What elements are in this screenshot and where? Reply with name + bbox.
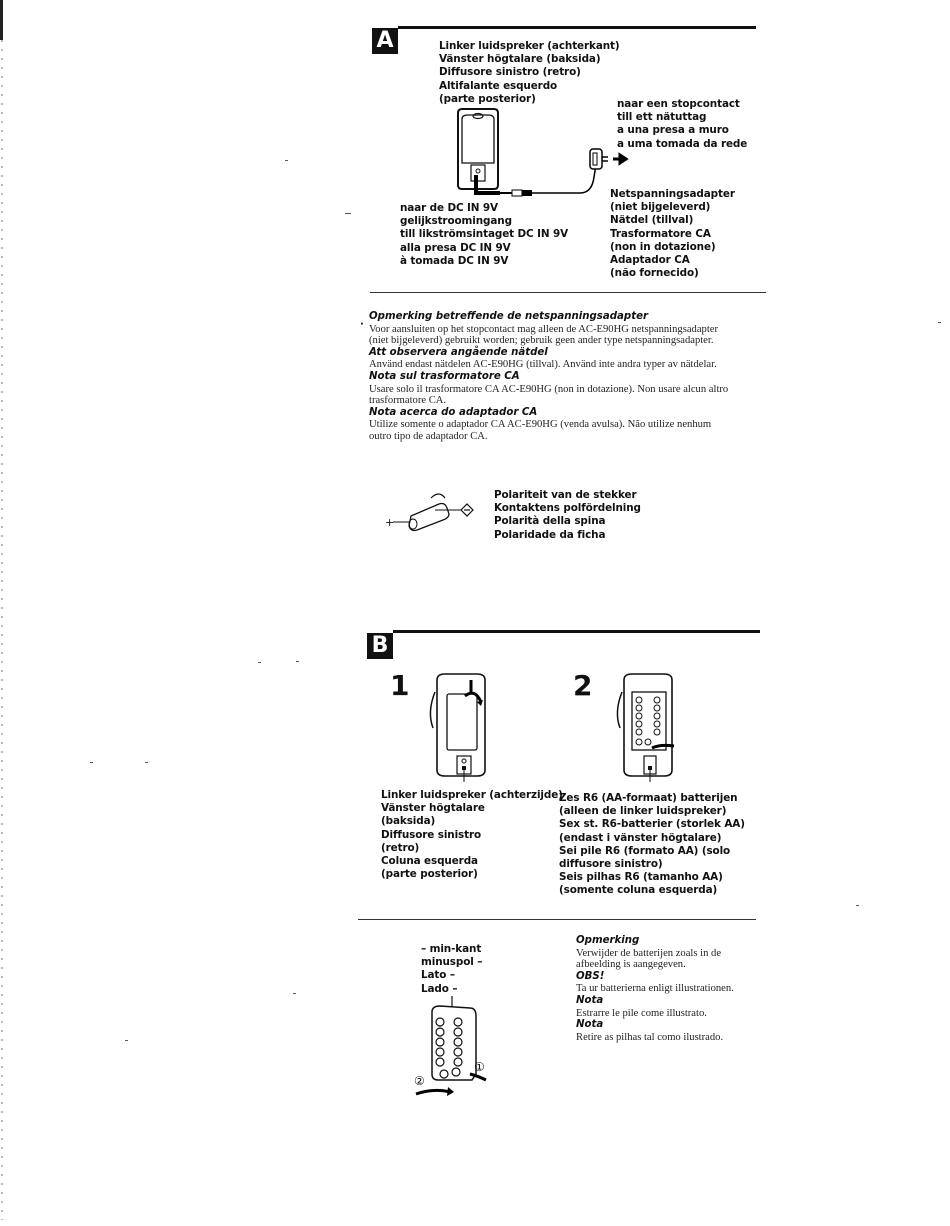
label-line: Lado – — [421, 982, 458, 995]
note-body: Usare solo il trasformatore CA AC-E90HG (non in dotazione). Non usare alcun altro — [369, 383, 729, 395]
label-line: Lato – — [421, 969, 455, 982]
step-2-speaker-illustration — [612, 672, 682, 782]
speck — [856, 905, 859, 906]
plug-polarity-icon — [383, 482, 475, 532]
label-line: Linker luidspreker (achterzijde) — [381, 789, 563, 801]
section-a-badge: A — [372, 28, 398, 54]
label-line: Linker luidspreker (achterkant) — [439, 40, 620, 52]
label-line: Sex st. R6-batterier (storlek AA) — [559, 818, 745, 831]
speck — [293, 993, 296, 994]
label-line: Polaridade da ficha — [494, 528, 606, 541]
label-line: (endast i vänster högtalare) — [559, 831, 722, 844]
label-line: Vänster högtalare (baksida) — [439, 53, 601, 66]
minus-side-label — [421, 943, 482, 996]
label-line: Adaptador CA — [610, 254, 690, 267]
speaker-adapter-illustration — [440, 105, 650, 200]
note-body: Verwijder de batterijen zoals in de — [576, 947, 722, 959]
note-body: Utilize somente o adaptador CA AC-E90HG (venda avulsa). Não utilize nenhum — [369, 419, 712, 431]
adapter-cable — [532, 165, 596, 193]
speck — [296, 661, 299, 662]
note-body: (niet bijgeleverd) gebruikt worden; gebruik geen ander type netspanningsadapter. — [369, 335, 714, 347]
scan-edge-dots — [1, 40, 3, 1220]
speck — [145, 762, 148, 763]
note-body: afbeelding is aangegeven. — [576, 959, 686, 971]
note-heading: OBS! — [576, 970, 605, 982]
label-line: (non in dotazione) — [610, 240, 716, 253]
pull-arrow-icon — [416, 1090, 450, 1094]
note-heading: Opmerking — [576, 935, 640, 946]
label-line: diffusore sinistro) — [559, 858, 663, 871]
note-heading: Nota acerca do adaptador CA — [369, 406, 538, 418]
speck — [90, 762, 93, 763]
label-line: naar de DC IN 9V — [400, 202, 498, 214]
label-line: Diffusore sinistro — [381, 828, 482, 841]
label-line: Polarità della spina — [494, 515, 606, 528]
divider — [370, 292, 766, 293]
label-line: (parte posterior) — [439, 92, 536, 105]
label-line: a uma tomada da rede — [617, 137, 748, 150]
battery-removal-notes — [576, 935, 776, 1043]
note-heading: Nota — [576, 994, 604, 1006]
callout-2: ② — [414, 1074, 425, 1088]
dc-in-label — [400, 202, 568, 268]
note-body: outro tipo de adaptador CA. — [369, 430, 488, 442]
note-heading: Nota — [576, 1019, 604, 1031]
step-1-label — [381, 789, 563, 881]
note-body: Använd endast nätdelen AC-E90HG (tillval). Använd inte andra typer av nätdelar. — [369, 359, 717, 371]
note-body: Ta ur batterierna enligt illustrationen. — [576, 983, 734, 995]
speck — [258, 662, 261, 663]
label-line: Vänster högtalare — [381, 802, 485, 815]
label-line: naar een stopcontact — [617, 98, 740, 110]
divider — [358, 919, 756, 920]
label-line: (retro) — [381, 841, 420, 854]
step-1-speaker-illustration — [425, 672, 495, 782]
bullet: · — [360, 319, 364, 330]
section-a-rule — [398, 26, 756, 29]
label-line: Kontaktens polfördelning — [494, 502, 641, 515]
ac-adapter-icon — [590, 149, 602, 169]
label-line: Diffusore sinistro (retro) — [439, 66, 581, 79]
label-line: Coluna esquerda — [381, 855, 478, 868]
callout-1: ① — [474, 1060, 485, 1074]
dc-plug — [512, 190, 522, 196]
label-line: (não fornecido) — [610, 267, 699, 280]
speck — [125, 1040, 128, 1041]
label-line: Sei pile R6 (formato AA) (solo — [559, 844, 731, 857]
step-2-label — [559, 792, 745, 898]
speck — [345, 213, 351, 214]
label-line: à tomada DC IN 9V — [400, 254, 509, 267]
label-line: Seis pilhas R6 (tamanho AA) — [559, 871, 723, 884]
label-line: (parte posterior) — [381, 868, 478, 881]
polarity-label — [494, 489, 641, 542]
arrow-right-icon — [613, 155, 626, 163]
label-line: Netspanningsadapter — [610, 188, 735, 200]
svg-text:+: + — [385, 516, 395, 529]
note-heading: Opmerking betreffende de netspanningsadapter — [369, 311, 649, 322]
label-line: (baksida) — [381, 815, 436, 828]
step-1-number: 1 — [390, 669, 410, 702]
speaker-rear-label — [439, 40, 620, 106]
label-line: Trasformatore CA — [610, 227, 711, 240]
note-body: Retire as pilhas tal como ilustrado. — [576, 1031, 724, 1043]
label-line: (alleen de linker luidspreker) — [559, 805, 727, 818]
label-line: till ett nätuttag — [617, 111, 707, 124]
label-line: Polariteit van de stekker — [494, 489, 637, 501]
label-line: alla presa DC IN 9V — [400, 241, 511, 254]
section-b-badge: B — [367, 633, 393, 659]
adapter-notes — [369, 311, 769, 443]
label-line: minuspol – — [421, 956, 483, 969]
speck — [285, 160, 288, 161]
label-line: Nätdel (tillval) — [610, 214, 694, 227]
label-line: (niet bijgeleverd) — [610, 201, 711, 214]
note-body: Voor aansluiten op het stopcontact mag alleen de AC-E90HG netspanningsadapter — [369, 323, 719, 335]
section-b-rule — [393, 630, 760, 633]
label-line: a una presa a muro — [617, 124, 729, 137]
label-line: Altifalante esquerdo — [439, 79, 558, 92]
adapter-label — [610, 188, 735, 280]
step-2-number: 2 — [573, 669, 593, 702]
speck — [938, 322, 941, 323]
dc-plug-cable — [476, 175, 500, 193]
note-heading: Att observera angående nätdel — [369, 346, 548, 358]
note-heading: Nota sul trasformatore CA — [369, 370, 520, 382]
label-line: Zes R6 (AA-formaat) batterijen — [559, 792, 738, 804]
note-body: trasformatore CA. — [369, 395, 447, 407]
label-line: – min-kant — [421, 943, 482, 955]
label-line: (somente coluna esquerda) — [559, 884, 718, 897]
label-line: gelijkstroomingang — [400, 215, 512, 228]
label-line: till likströmsintaget DC IN 9V — [400, 228, 569, 241]
note-body: Estrarre le pile come illustrato. — [576, 1007, 707, 1019]
